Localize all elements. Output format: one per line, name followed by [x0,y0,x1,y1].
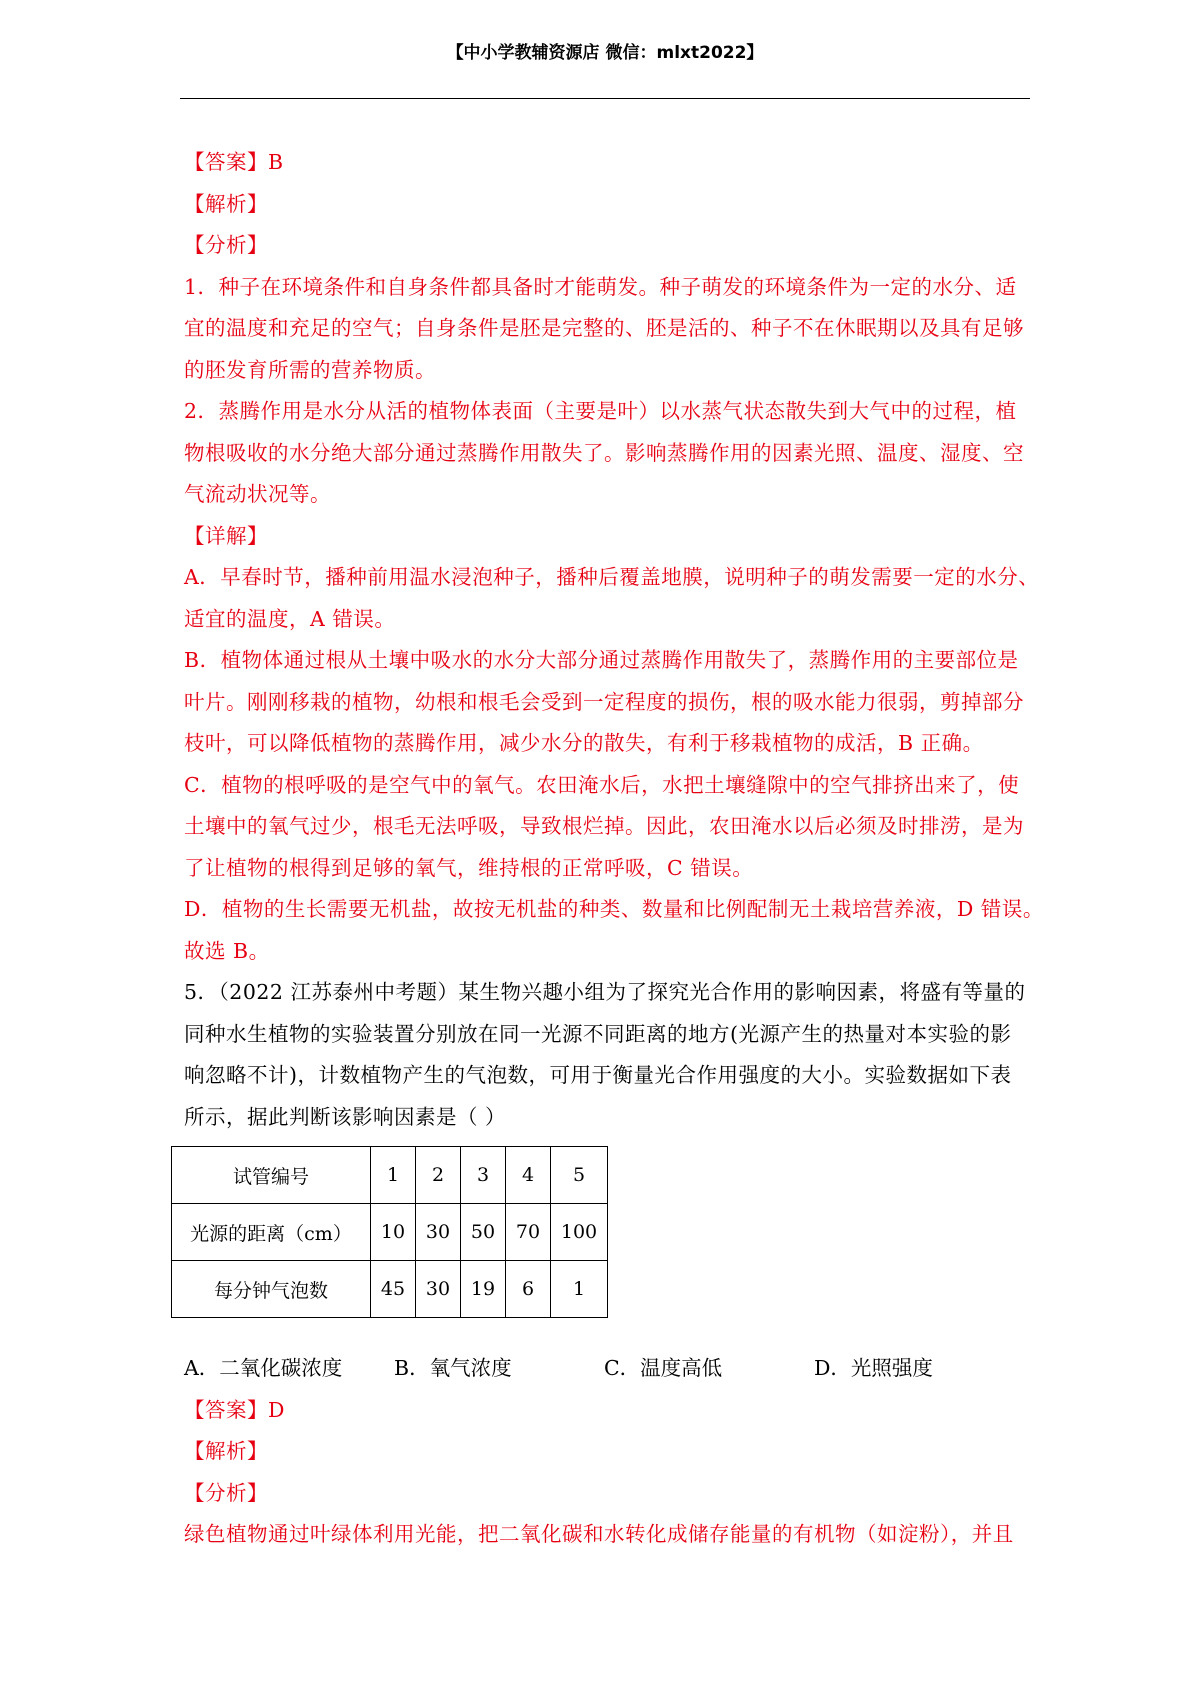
table-row [172,1261,608,1318]
option-c: C．温度高低 [604,1356,723,1380]
fenxi-label: 【分析】 [184,1480,268,1505]
table-cell: 3 [461,1147,506,1204]
data-table-wrapper [171,1146,1030,1318]
question-line: 同种水生植物的实验装置分别放在同一光源不同距离的地方(光源产生的热量对本实验的影 [184,1021,1012,1046]
table-cell: 19 [461,1261,506,1318]
analysis-line: 物根吸收的水分绝大部分通过蒸腾作用散失了。影响蒸腾作用的因素光照、温度、湿度、空 [184,440,1024,465]
xiangjie-label: 【详解】 [184,523,268,548]
jiexi-label: 【解析】 [184,1439,268,1463]
table-cell: 10 [371,1204,416,1261]
detail-line: 适宜的温度，A 错误。 [184,606,396,631]
detail-line: 叶片。刚刚移栽的植物，幼根和根毛会受到一定程度的损伤，根的吸水能力很弱，剪掉部分 [184,689,1024,714]
table-row [172,1204,608,1261]
option-b: B．氧气浓度 [394,1356,512,1380]
question-line: 所示，据此判断该影响因素是（ ） [184,1104,507,1129]
table-cell: 6 [506,1261,551,1318]
page-header: 【中小学教辅资源店 微信：mlxt2022】 [446,43,764,63]
jiexi-label: 【解析】 [184,191,268,216]
analysis-line: 的胚发育所需的营养物质。 [184,357,436,382]
table-cell: 30 [416,1261,461,1318]
table-cell: 2 [416,1147,461,1204]
detail-line: 故选 B。 [184,938,270,963]
detail-line: 土壤中的氧气过少，根毛无法呼吸，导致根烂掉。因此，农田淹水以后必须及时排涝，是为 [184,814,1024,838]
detail-line: A．早春时节，播种前用温水浸泡种子，播种后覆盖地膜，说明种子的萌发需要一定的水分、 [184,565,1040,589]
table-cell: 100 [551,1204,608,1261]
analysis-line: 气流动状况等。 [184,482,331,506]
question-line: 5．（2022 江苏泰州中考题）某生物兴趣小组为了探究光合作用的影响因素，将盛有等量的 [184,980,1026,1004]
table-cell: 5 [551,1147,608,1204]
row-header: 试管编号 [172,1147,371,1204]
answer-options [184,1348,1030,1390]
question-line: 响忽略不计)，计数植物产生的气泡数，可用于衡量光合作用强度的大小。实验数据如下表 [184,1063,1012,1087]
header-divider [180,98,1030,99]
detail-line: D．植物的生长需要无机盐，故按无机盐的种类、数量和比例配制无土栽培营养液，D 错误。 [184,897,1044,921]
table-cell: 30 [416,1204,461,1261]
table-cell: 50 [461,1204,506,1261]
option-d: D．光照强度 [814,1356,933,1380]
table-cell: 45 [371,1261,416,1318]
analysis-line: 1．种子在环境条件和自身条件都具备时才能萌发。种子萌发的环境条件为一定的水分、适 [184,274,1017,299]
row-header: 每分钟气泡数 [172,1261,371,1318]
analysis-line: 绿色植物通过叶绿体利用光能，把二氧化碳和水转化成储存能量的有机物（如淀粉），并且 [184,1522,1014,1546]
detail-line: 枝叶，可以降低植物的蒸腾作用，减少水分的散失，有利于移栽植物的成活，B 正确。 [184,731,984,755]
table-row [172,1147,608,1204]
analysis-line: 2．蒸腾作用是水分从活的植物体表面（主要是叶）以水蒸气状态散失到大气中的过程，植 [184,399,1017,423]
data-table [171,1146,608,1318]
detail-line: C．植物的根呼吸的是空气中的氧气。农田淹水后，水把土壤缝隙中的空气排挤出来了，使 [184,772,1020,797]
table-cell: 1 [371,1147,416,1204]
answer-label: 【答案】B [184,150,284,174]
analysis-line: 宜的温度和充足的空气；自身条件是胚是完整的、胚是活的、种子不在休眠期以及具有足够 [184,316,1024,340]
table-cell: 4 [506,1147,551,1204]
answer-label: 【答案】D [184,1397,285,1422]
option-a: A．二氧化碳浓度 [184,1356,343,1380]
row-header: 光源的距离（cm） [172,1204,371,1261]
document-body [184,142,1044,1556]
fenxi-label: 【分析】 [184,233,268,257]
detail-line: B．植物体通过根从土壤中吸水的水分大部分通过蒸腾作用散失了，蒸腾作用的主要部位是 [184,648,1019,672]
table-cell: 70 [506,1204,551,1261]
table-cell: 1 [551,1261,608,1318]
detail-line: 了让植物的根得到足够的氧气，维持根的正常呼吸，C 错误。 [184,855,754,880]
